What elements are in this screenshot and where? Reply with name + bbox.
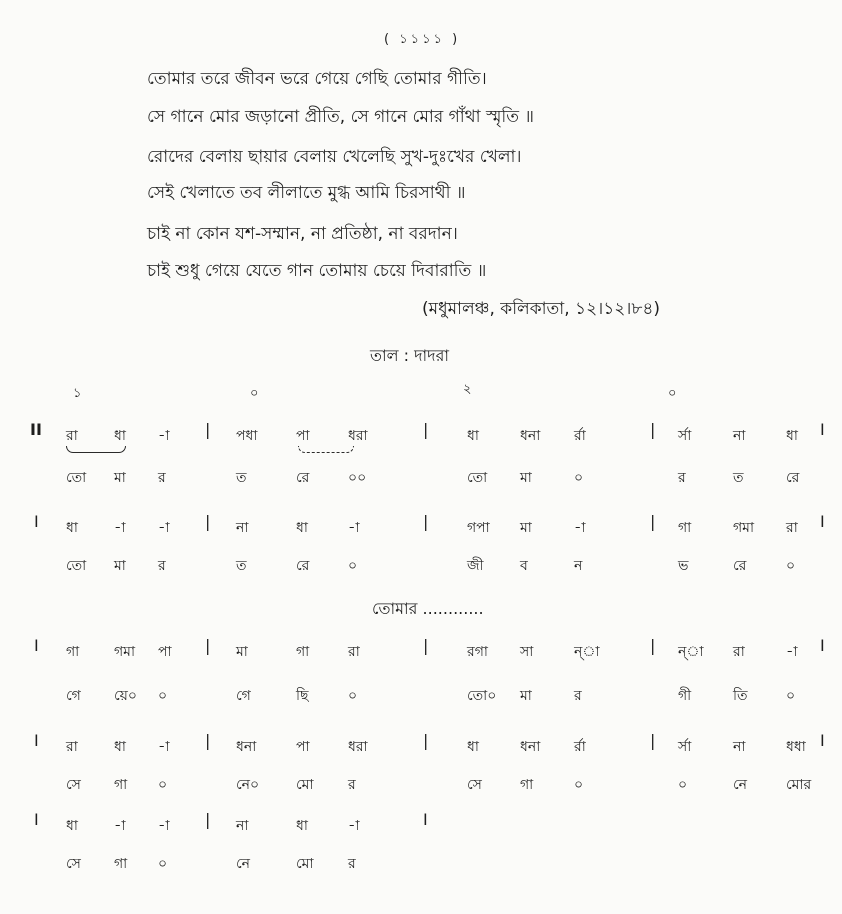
lyric-line-5: চাই না কোন যশ-সম্মান, না প্রতিষ্ঠা, না বরদান। — [147, 224, 458, 244]
swara-note: মা — [236, 644, 248, 660]
lyric-syllable: ০ — [574, 470, 584, 486]
swara-note: গা — [678, 520, 692, 536]
bar-line: | — [423, 731, 429, 750]
lyric-syllable: সে — [467, 777, 482, 793]
song-number: ( ১১১১ ) — [384, 32, 461, 47]
lyric-syllable: মো — [296, 777, 314, 793]
lyric-syllable: ০ — [158, 856, 168, 872]
lyric-syllable: গা — [520, 777, 534, 793]
swara-note: -া — [786, 644, 798, 660]
swara-note: না — [733, 428, 746, 444]
lyric-syllable: ত — [733, 470, 744, 486]
bar-line: | — [205, 810, 211, 829]
swara-note: ধা — [467, 739, 479, 755]
swara-note: পা — [158, 644, 172, 660]
beat-marker: ২ — [463, 382, 472, 397]
swara-note: ন্‌া — [574, 644, 600, 660]
swara-note: গপা — [467, 520, 490, 536]
lyric-line-4: সেই খেলাতে তব লীলাতে মুগ্ধ আমি চিরসাথী ॥ — [147, 183, 466, 203]
swara-note: র্সা — [678, 739, 692, 755]
swara-note: ধা — [296, 520, 308, 536]
swara-note: র্রা — [574, 739, 586, 755]
swara-note: রা — [786, 520, 798, 536]
lyric-syllable: মা — [114, 470, 126, 486]
swara-note: ধা — [467, 428, 479, 444]
lyric-syllable: তো — [66, 470, 87, 486]
lyric-syllable: ছি — [296, 688, 309, 704]
lyric-syllable: র — [158, 470, 166, 486]
lyric-syllable: র — [348, 777, 356, 793]
lyric-line-2: সে গানে মোর জড়ানো প্রীতি, সে গানে মোর গাঁথা স্মৃতি ॥ — [147, 107, 535, 127]
lyric-syllable: ০ — [786, 558, 796, 574]
swara-note: ধা — [66, 520, 78, 536]
lyric-syllable: ০ — [158, 688, 168, 704]
swara-note: না — [236, 818, 249, 834]
start-repeat-sign: II — [30, 420, 42, 439]
swara-note: -া — [158, 428, 170, 444]
swara-note: না — [236, 520, 249, 536]
bar-line: | — [650, 731, 656, 750]
swara-note: গা — [66, 644, 80, 660]
lyric-syllable: মা — [520, 470, 532, 486]
lyric-line-6: চাই শুধু গেয়ে যেতে গান তোমায় চেয়ে দিবারাতি ॥ — [147, 261, 487, 281]
lyric-syllable: নে — [236, 856, 251, 872]
slur-arc — [298, 446, 354, 453]
slur-arc — [66, 446, 126, 453]
lyric-syllable: ন — [574, 558, 583, 574]
bar-line: | — [205, 420, 211, 439]
swara-note: ধধা — [786, 739, 806, 755]
lyric-syllable: র — [348, 856, 356, 872]
lyric-syllable: ০ — [158, 777, 168, 793]
bar-line: | — [650, 636, 656, 655]
swara-note: মা — [520, 520, 532, 536]
lyric-syllable: গে — [236, 688, 251, 704]
swara-note: গমা — [114, 644, 136, 660]
lyric-syllable: রে — [296, 470, 310, 486]
lyric-line-1: তোমার তরে জীবন ভরে গেয়ে গেছি তোমার গীতি। — [147, 69, 487, 89]
swara-note: -া — [348, 520, 360, 536]
lyric-syllable: নে০ — [236, 777, 260, 793]
lyric-syllable: তো০ — [467, 688, 497, 704]
lyric-syllable: রে — [296, 558, 310, 574]
swara-note: ধা — [114, 428, 126, 444]
bar-line: | — [650, 512, 656, 531]
bar-line: | — [205, 636, 211, 655]
bar-line: I — [423, 810, 428, 829]
swara-note: ধা — [66, 818, 78, 834]
swara-note: ধা — [786, 428, 798, 444]
lyric-syllable: তো — [66, 558, 87, 574]
lyric-syllable: গা — [114, 856, 128, 872]
swara-note: সা — [520, 644, 534, 660]
lyric-syllable: র — [158, 558, 166, 574]
swara-note: -া — [158, 739, 170, 755]
swara-note: -া — [158, 818, 170, 834]
lyric-syllable: গা — [114, 777, 128, 793]
bar-line: I — [820, 420, 825, 439]
bar-line: I — [820, 731, 825, 750]
lyric-syllable: ০ — [348, 558, 358, 574]
swara-note: -া — [114, 818, 126, 834]
swara-note: রা — [348, 644, 360, 660]
lyric-syllable: ব — [520, 558, 528, 574]
lyric-syllable: সে — [66, 777, 81, 793]
beat-marker: ০ — [668, 386, 677, 401]
swara-note: -া — [114, 520, 126, 536]
swara-note: র্সা — [678, 428, 692, 444]
swara-note: -া — [348, 818, 360, 834]
bar-line: | — [650, 420, 656, 439]
swara-note: -া — [158, 520, 170, 536]
lyric-syllable: ০ — [574, 777, 584, 793]
bar-line: I — [34, 636, 39, 655]
lyric-syllable: ০০ — [348, 470, 367, 486]
lyric-syllable: জী — [467, 558, 484, 574]
bar-line: | — [205, 731, 211, 750]
lyric-syllable: র — [574, 688, 582, 704]
swara-note: -া — [574, 520, 586, 536]
bar-line: I — [34, 810, 39, 829]
swara-note: পা — [296, 428, 310, 444]
swara-note: ধরা — [348, 428, 368, 444]
swara-note: পা — [296, 739, 310, 755]
lyric-syllable: সে — [66, 856, 81, 872]
section-label: তোমার ............ — [372, 599, 484, 618]
bar-line: | — [423, 636, 429, 655]
swara-note: ধা — [114, 739, 126, 755]
bar-line: I — [34, 731, 39, 750]
bar-line: | — [423, 512, 429, 531]
lyric-syllable: মো — [296, 856, 314, 872]
swara-note: ন্‌া — [678, 644, 704, 660]
bar-line: | — [205, 512, 211, 531]
lyric-syllable: ত — [236, 558, 247, 574]
lyric-syllable: গী — [678, 688, 692, 704]
lyric-syllable: মা — [114, 558, 126, 574]
bar-line: I — [34, 512, 39, 531]
swara-note: রা — [66, 428, 78, 444]
lyric-syllable: য়ে০ — [114, 688, 138, 704]
swara-note: ধনা — [520, 428, 541, 444]
beat-marker: ১ — [73, 386, 82, 401]
swara-note: না — [733, 739, 746, 755]
swara-note: ধনা — [236, 739, 257, 755]
bar-line: | — [423, 420, 429, 439]
swara-note: গা — [296, 644, 310, 660]
tala-label: তাল : দাদরা — [370, 346, 450, 365]
lyric-syllable: রে — [786, 470, 800, 486]
lyric-syllable: মোর — [786, 777, 812, 793]
swara-note: রা — [66, 739, 78, 755]
swara-note: র্রা — [574, 428, 586, 444]
lyric-syllable: মা — [520, 688, 532, 704]
swara-note: ধনা — [520, 739, 541, 755]
lyric-syllable: ত — [236, 470, 247, 486]
lyric-syllable: তি — [733, 688, 748, 704]
attribution: (মধুমালঞ্চ, কলিকাতা, ১২।১২।৮৪) — [422, 299, 661, 319]
lyric-syllable: ভ — [678, 558, 689, 574]
lyric-syllable: রে — [733, 558, 747, 574]
lyric-syllable: গে — [66, 688, 81, 704]
swara-note: ধরা — [348, 739, 368, 755]
lyric-syllable: ০ — [678, 777, 688, 793]
lyric-syllable: ০ — [786, 688, 796, 704]
swara-note: পধা — [236, 428, 258, 444]
lyric-line-3: রোদের বেলায় ছায়ার বেলায় খেলেছি সুখ-দুঃখের খেলা। — [147, 147, 522, 167]
swara-note: রা — [733, 644, 745, 660]
bar-line: I — [820, 512, 825, 531]
swara-note: ধা — [296, 818, 308, 834]
swara-note: গমা — [733, 520, 755, 536]
lyric-syllable: ০ — [348, 688, 358, 704]
bar-line: I — [820, 636, 825, 655]
swara-note: রগা — [467, 644, 488, 660]
lyric-syllable: তো — [467, 470, 488, 486]
beat-marker: ০ — [250, 386, 259, 401]
lyric-syllable: নে — [733, 777, 748, 793]
lyric-syllable: র — [678, 470, 686, 486]
